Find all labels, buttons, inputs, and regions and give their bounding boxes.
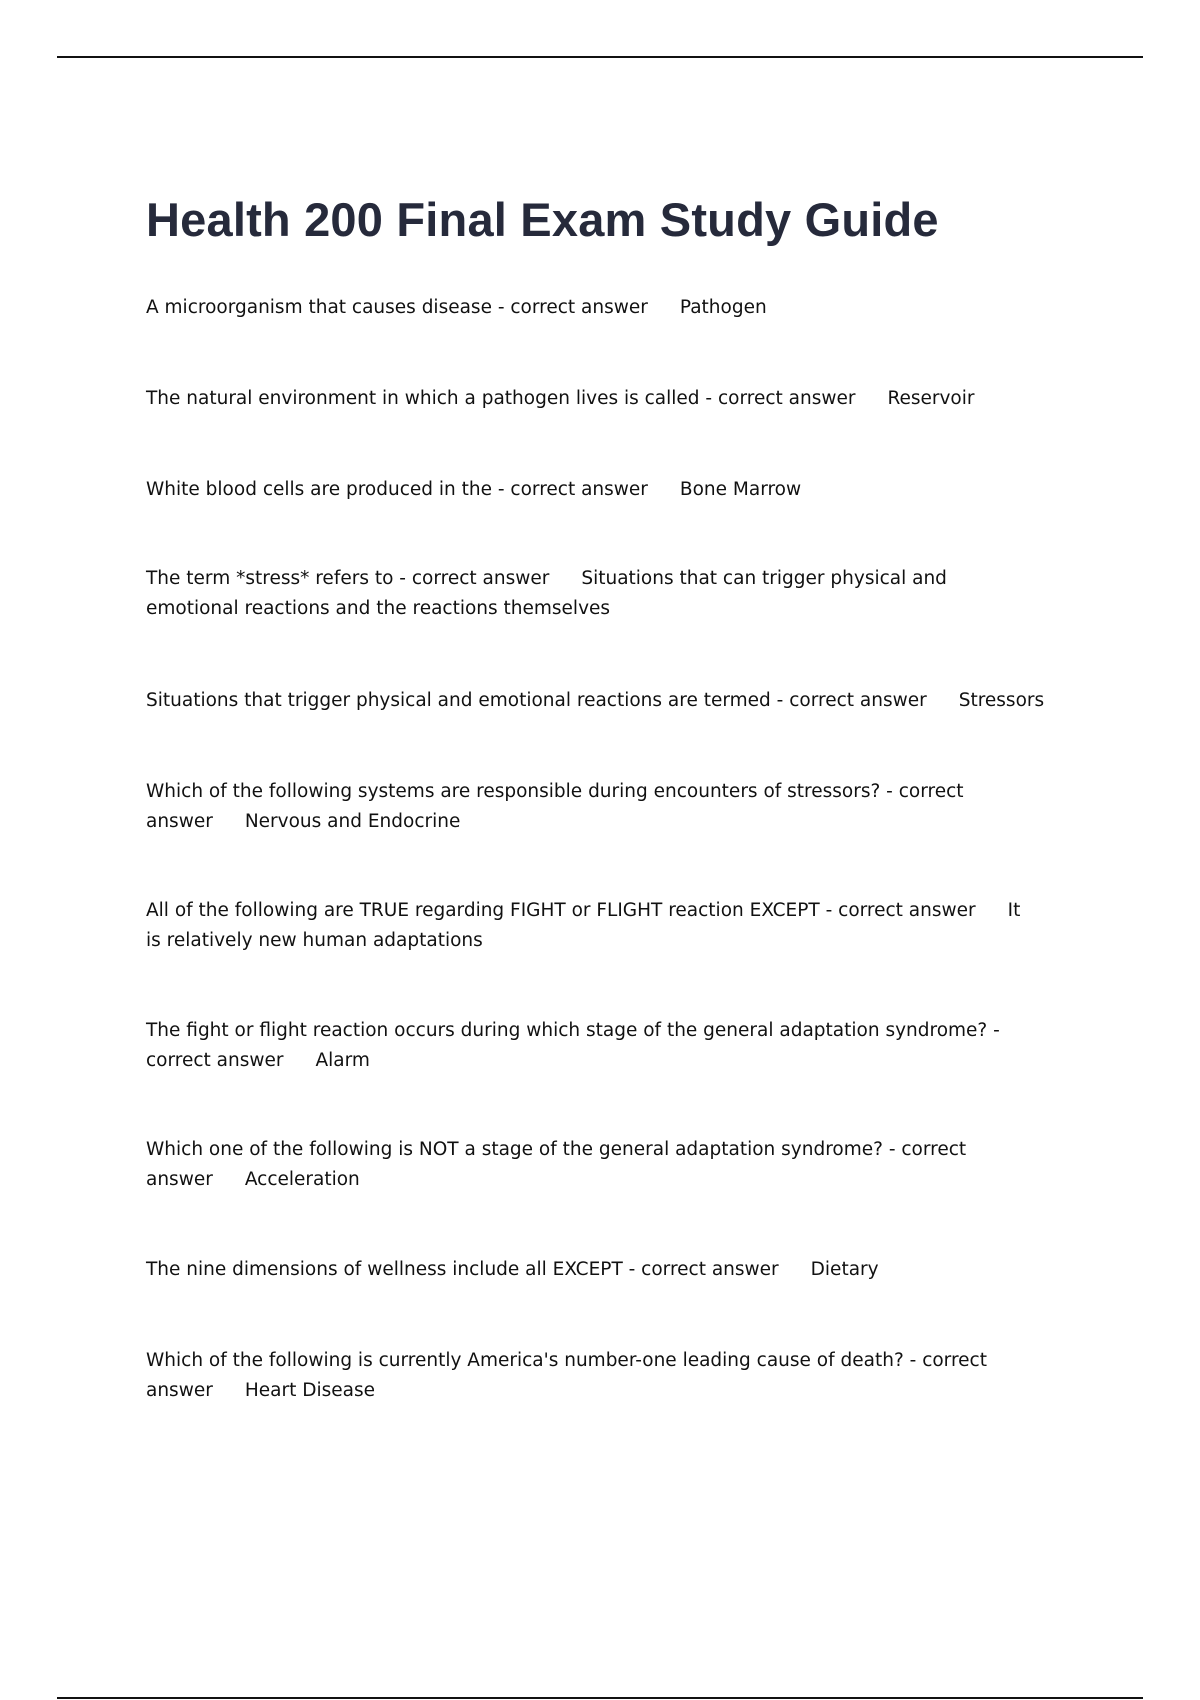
- question-text: Which of the following systems are responsible during encounters of stressors? - correct answer: [146, 781, 964, 832]
- answer-text: Stressors: [958, 690, 1045, 711]
- answer-text: Bone Marrow: [679, 479, 802, 500]
- question-text: The natural environment in which a pathogen lives is called - correct answer: [146, 388, 856, 409]
- question-text: Situations that trigger physical and emotional reactions are termed - correct answer: [146, 690, 927, 711]
- answer-text: Acceleration: [244, 1169, 360, 1190]
- question-text: A microorganism that causes disease - correct answer: [146, 297, 648, 318]
- bottom-rule: [57, 1697, 1143, 1699]
- answer-text: Pathogen: [679, 297, 767, 318]
- answer-text: Heart Disease: [244, 1380, 375, 1401]
- answer-text: Situations that can trigger physical and emotional reactions and the reactions themselves: [146, 568, 947, 619]
- qa-item-9: [146, 1135, 1036, 1195]
- answer-text: Alarm: [315, 1050, 370, 1071]
- question-text: White blood cells are produced in the - correct answer: [146, 479, 648, 500]
- qa-item-7: [146, 896, 1036, 956]
- top-rule: [57, 56, 1143, 58]
- document-body: [146, 190, 1046, 1401]
- answer-text: Reservoir: [887, 388, 975, 409]
- question-text: The term *stress* refers to - correct answer: [146, 568, 550, 589]
- question-text: The fight or flight reaction occurs during which stage of the general adaptation syndrome? - correct answer: [146, 1020, 1000, 1071]
- question-text: Which one of the following is NOT a stage of the general adaptation syndrome? - correct answer: [146, 1139, 967, 1190]
- question-text: The nine dimensions of wellness include all EXCEPT - correct answer: [146, 1259, 779, 1280]
- qa-item-3: [146, 475, 801, 505]
- qa-item-4: [146, 564, 1036, 624]
- document-title: Health 200 Final Exam Study Guide: [146, 193, 939, 246]
- qa-item-11: [146, 1346, 1046, 1406]
- question-text: All of the following are TRUE regarding FIGHT or FLIGHT reaction EXCEPT - correct answer: [146, 900, 976, 921]
- qa-item-5: [146, 686, 1044, 716]
- qa-item-10: [146, 1255, 879, 1285]
- qa-item-6: [146, 777, 1036, 837]
- question-text: Which of the following is currently America's number-one leading cause of death? - correct answer: [146, 1350, 987, 1401]
- qa-item-8: [146, 1016, 1046, 1076]
- answer-text: Nervous and Endocrine: [244, 811, 461, 832]
- qa-item-1: [146, 293, 767, 323]
- answer-text: It is relatively new human adaptations: [146, 900, 1021, 951]
- qa-item-2: [146, 384, 975, 414]
- answer-text: Dietary: [810, 1259, 879, 1280]
